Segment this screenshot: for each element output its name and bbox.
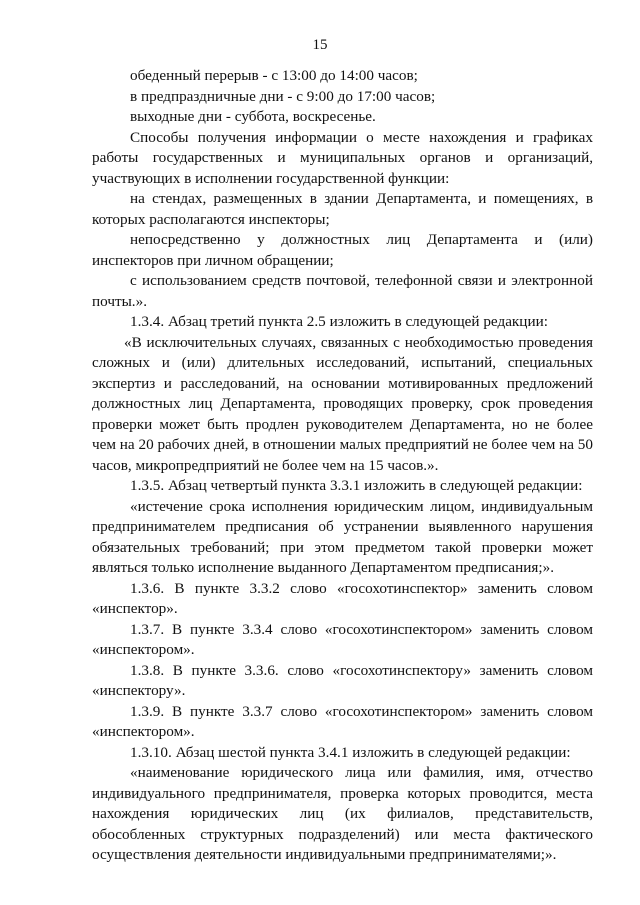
paragraph-personal-request: непосредственно у должностных лиц Департамента и (или) инспекторов при личном обращении; bbox=[92, 231, 593, 269]
paragraph-exceptional-cases: «В исключительных случаях, связанных с необходимостью проведения сложных и (или) длительных исследований, испытаний, специальных экспертиз и расследований, на основании мотивированных предложений должностных лиц Департамента, проводящих проверку, срок проведения проверки может быть продлен руководителем Департамента, но не более чем на 20 рабочих дней, в отношении малых предприятий не более чем на 50 часов, микропредприятий не более чем на 15 часов.». bbox=[92, 333, 593, 474]
paragraph-order-expiry: «истечение срока исполнения юридическим лицом, индивидуальным предпринимателем предписания об устранении выявленного нарушения обязательных требований; при этом предметом такой проверки может являться только исполнение выданного Департаментом предписания;». bbox=[92, 497, 593, 576]
paragraph-item-1-3-7: 1.3.7. В пункте 3.3.4 слово «госохотинспектором» заменить словом «инспектором». bbox=[92, 620, 593, 658]
paragraph-info-methods: Способы получения информации о месте нахождения и графиках работы государственных и муниципальных органов и организаций, участвующих в исполнении государственной функции: bbox=[92, 128, 593, 187]
paragraph-item-1-3-6: 1.3.6. В пункте 3.3.2 слово «госохотинспектор» заменить словом «инспектор». bbox=[92, 579, 593, 617]
paragraph-stands: на стендах, размещенных в здании Департамента, и помещениях, в которых располагаются инспекторы; bbox=[92, 190, 593, 228]
paragraph-item-1-3-4: 1.3.4. Абзац третий пункта 2.5 изложить в следующей редакции: bbox=[130, 313, 548, 330]
page-number: 15 bbox=[312, 37, 328, 53]
paragraph-lunch-break: обеденный перерыв - с 13:00 до 14:00 часов; bbox=[130, 67, 418, 84]
paragraph-weekend-days: выходные дни - суббота, воскресенье. bbox=[130, 108, 376, 125]
document-body bbox=[92, 66, 593, 866]
paragraph-item-1-3-8: 1.3.8. В пункте 3.3.6. слово «госохотинспектору» заменить словом «инспектору». bbox=[92, 661, 593, 699]
paragraph-communication-means: с использованием средств почтовой, телефонной связи и электронной почты.». bbox=[92, 272, 593, 310]
paragraph-pre-holiday-hours: в предпраздничные дни - с 9:00 до 17:00 часов; bbox=[130, 87, 436, 105]
paragraph-item-1-3-9: 1.3.9. В пункте 3.3.7 слово «госохотинспектором» заменить словом «инспектором». bbox=[92, 702, 593, 740]
paragraph-item-1-3-5: 1.3.5. Абзац четвертый пункта 3.3.1 изложить в следующей редакции: bbox=[130, 477, 583, 494]
paragraph-item-1-3-10: 1.3.10. Абзац шестой пункта 3.4.1 изложить в следующей редакции: bbox=[130, 743, 571, 761]
paragraph-entity-name: «наименование юридического лица или фамилия, имя, отчество индивидуального предпринимателя, проверка которых проводится, места нахождения юридических лиц (их филиалов, представительств, обособленных структурных подразделений) или места фактического осуществления деятельности индивидуальными предпринимателями;». bbox=[92, 764, 593, 863]
